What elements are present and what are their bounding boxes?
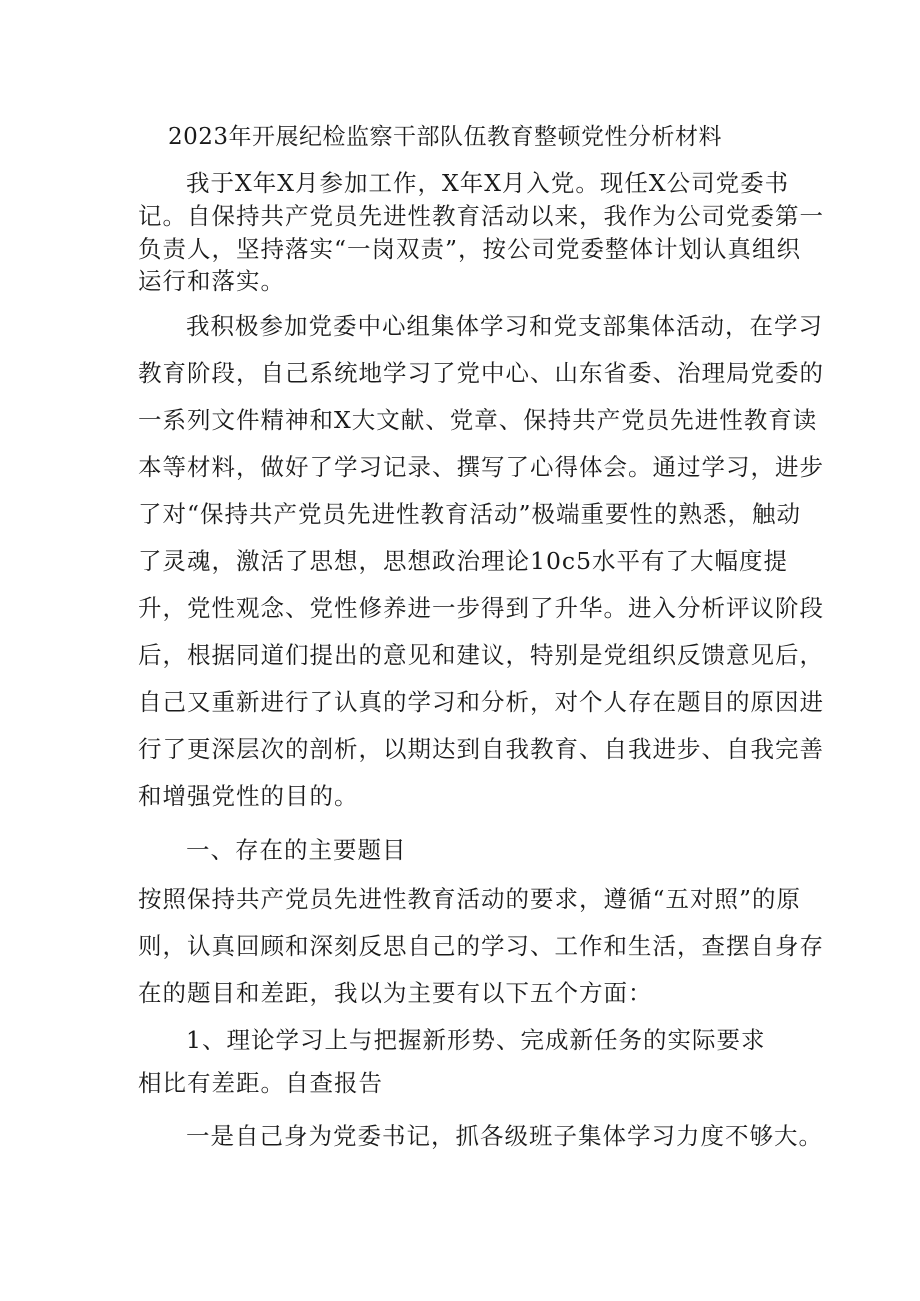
paragraph-line-1: 我于X年X月参加工作，X年X月入党。现任X公司党委书 (186, 169, 790, 197)
paragraph-line-9: 了对“保持共产党员先进性教育活动”极端重要性的熟悉，触动 (138, 500, 802, 528)
subsection-heading-cont: 相比有差距。自查报告 (138, 1069, 383, 1097)
paragraph-line-16: 按照保持共产党员先进性教育活动的要求，遵循“五对照”的原 (138, 885, 802, 913)
paragraph-line-15: 和增强党性的目的。 (138, 782, 359, 810)
paragraph-line-14: 行了更深层次的剖析，以期达到自我教育、自我进步、自我完善 (138, 735, 824, 763)
paragraph-line-2: 记。自保持共产党员先进性教育活动以来，我作为公司党委第一 (138, 202, 824, 230)
paragraph-line-4: 运行和落实。 (138, 267, 285, 295)
paragraph-line-10: 了灵魂，激活了思想，思想政治理论10c5水平有了大幅度提 (138, 547, 789, 575)
subsection-heading: 1、理论学习上与把握新形势、完成新任务的实际要求 (186, 1026, 766, 1054)
section-heading: 一、存在的主要题目 (186, 836, 407, 864)
paragraph-line-13: 自己又重新进行了认真的学习和分析，对个人存在题目的原因进 (138, 688, 824, 716)
paragraph-line-17: 则，认真回顾和深刻反思自己的学习、工作和生活，查摆自身存 (138, 932, 824, 960)
paragraph-line-3: 负责人，坚持落实“一岗双责”，按公司党委整体计划认真组织 (138, 235, 802, 263)
paragraph-line-6: 教育阶段，自己系统地学习了党中心、山东省委、治理局党委的 (138, 359, 824, 387)
paragraph-line-11: 升，党性观念、党性修养进一步得到了升华。进入分析评议阶段 (138, 594, 824, 622)
paragraph-line-18: 在的题目和差距，我以为主要有以下五个方面： (138, 979, 653, 1007)
paragraph-line-19: 一是自己身为党委书记，抓各级班子集体学习力度不够大。 (186, 1122, 823, 1150)
paragraph-line-12: 后，根据同道们提出的意见和建议，特别是党组织反馈意见后， (138, 641, 824, 669)
paragraph-line-7: 一系列文件精神和X大文献、党章、保持共产党员先进性教育读 (138, 406, 818, 434)
document-title: 2023年开展纪检监察干部队伍教育整顿党性分析材料 (168, 124, 723, 150)
paragraph-line-5: 我积极参加党委中心组集体学习和党支部集体活动，在学习 (186, 312, 823, 340)
paragraph-line-8: 本等材料，做好了学习记录、撰写了心得体会。通过学习，进步 (138, 453, 824, 481)
